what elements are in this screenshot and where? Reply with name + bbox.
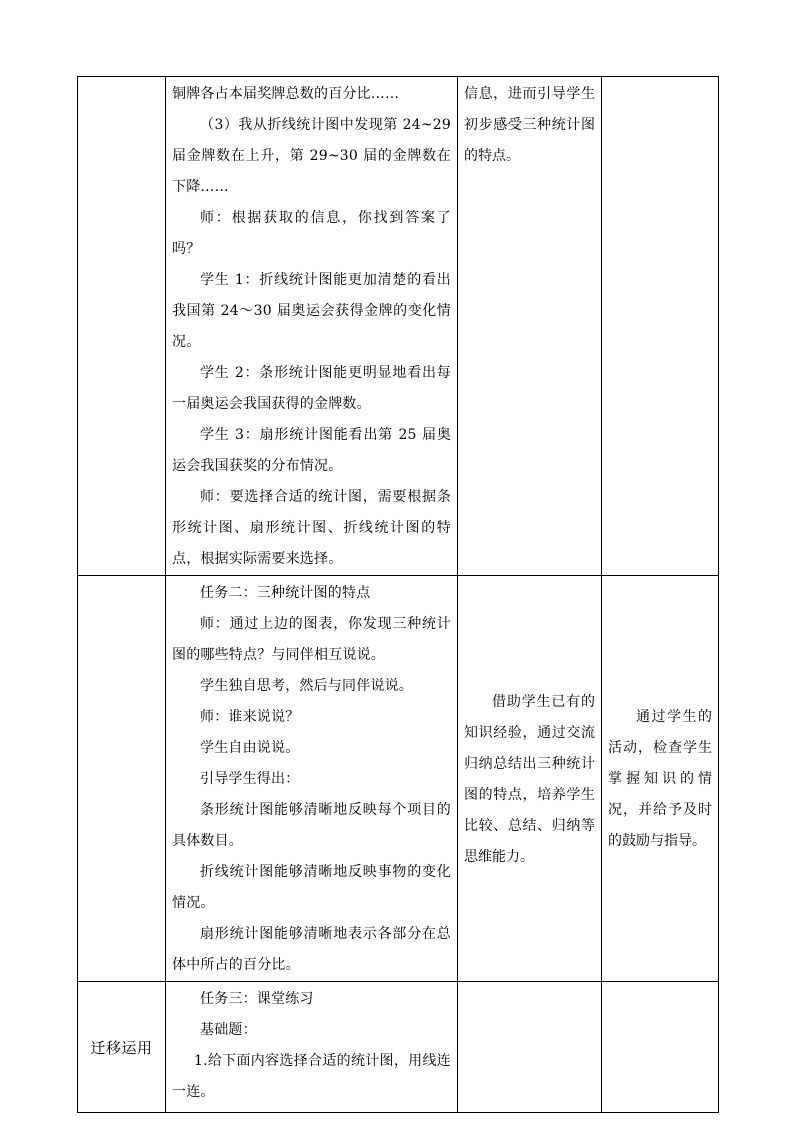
activity-paragraph: 扇形统计图能够清晰地表示各部分在总体中所占的百分比。 xyxy=(172,926,451,973)
activity-paragraph: 引导学生得出： xyxy=(200,771,300,787)
task-heading: 任务二：三种统计图的特点 xyxy=(200,585,371,601)
activity-paragraph: 师：通过上边的图表，你发现三种统计图的哪些特点？与同伴相互说说。 xyxy=(172,616,451,663)
design-intent-text: 借助学生已有的知识经验，通过交流归纳总结出三种统计图的特点，培养学生比较、总结、归纳等思维能力。 xyxy=(464,693,595,865)
stage-cell xyxy=(78,77,166,576)
activity-paragraph: 学生 3：扇形统计图能看出第 25 届奥运会我国获奖的分布情况。 xyxy=(172,427,451,474)
stage-cell xyxy=(78,982,166,1113)
intent-cell xyxy=(458,77,602,576)
activity-paragraph: 师：根据获取的信息，你找到答案了吗？ xyxy=(172,210,451,257)
activity-paragraph: 学生 1：折线统计图能更加清楚的看出我国第 24～30 届奥运会获得金牌的变化情况。 xyxy=(172,272,451,350)
activity-paragraph: 条形统计图能够清晰地反映每个项目的具体数目。 xyxy=(172,802,451,849)
activity-cell xyxy=(166,77,458,576)
stage-label: 迁移运用 xyxy=(90,1038,153,1057)
activity-cell xyxy=(166,982,458,1113)
activity-paragraph: 师：谁来说说？ xyxy=(200,709,300,725)
activity-paragraph: 学生独自思考，然后与同伴说说。 xyxy=(200,678,413,694)
task-heading: 任务三：课堂练习 xyxy=(200,991,314,1007)
activity-paragraph: （3）我从折线统计图中发现第 24~29 届金牌数在上升，第 29~30 届的金牌数在下降…… xyxy=(172,117,451,195)
activity-paragraph: 学生 2：条形统计图能更明显地看出每一届奥运会我国获得的金牌数。 xyxy=(172,365,451,412)
activity-paragraph: 师：要选择合适的统计图，需要根据条形统计图、扇形统计图、折线统计图的特点，根据实际需要来选择。 xyxy=(172,489,451,567)
evaluation-cell xyxy=(602,982,719,1113)
design-intent-text: 信息，进而引导学生初步感受三种统计图的特点。 xyxy=(464,86,595,164)
activity-cell xyxy=(166,576,458,982)
activity-paragraph: 1.给下面内容选择合适的统计图，用线连一连。 xyxy=(172,1053,451,1100)
intent-cell xyxy=(458,576,602,982)
activity-paragraph: 折线统计图能够清晰地反映事物的变化情况。 xyxy=(172,864,451,911)
intent-cell xyxy=(458,982,602,1113)
table-row xyxy=(78,77,719,576)
lesson-plan-table xyxy=(77,76,719,1113)
evaluation-cell xyxy=(602,77,719,576)
activity-paragraph: 学生自由说说。 xyxy=(200,740,300,756)
table-row xyxy=(78,576,719,982)
activity-paragraph: 铜牌各占本届奖牌总数的百分比…… xyxy=(172,86,400,102)
evaluation-cell xyxy=(602,576,719,982)
table-row xyxy=(78,982,719,1113)
stage-cell xyxy=(78,576,166,982)
activity-paragraph: 基础题： xyxy=(200,1022,257,1038)
evaluation-text: 通过学生的活动，检查学生掌握知识的情况，并给予及时的鼓励与指导。 xyxy=(608,709,712,849)
